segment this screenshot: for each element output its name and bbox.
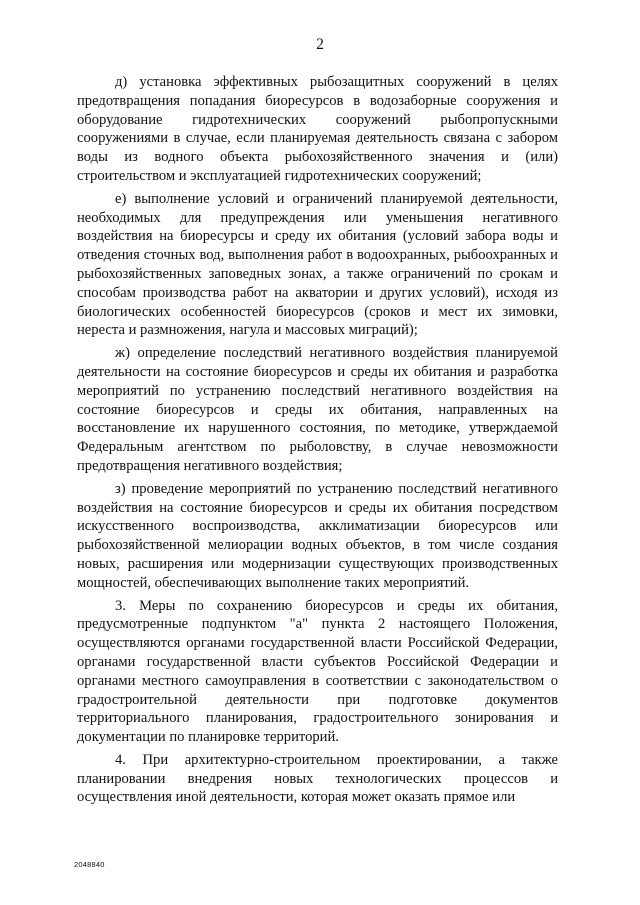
paragraph-z: з) проведение мероприятий по устранению последствий негативного воздействия на состояние биоресурсов и среды их обитания посредством искусственного воспроизводства, акклиматизации биоресурсов или рыбохозяйственной мелиорации водных объектов, в том числе создания новых, расширения или модернизации существующих производственных мощностей, обеспечивающих выполнение таких мероприятий. <box>77 480 558 591</box>
paragraph-3: 3. Меры по сохранению биоресурсов и среды их обитания, предусмотренные подпунктом "а" пункта 2 настоящего Положения, осуществляются органами государственной власти Российской Федерации, органами государственной власти субъектов Российской Федерации и органами местного самоуправления в соответствии с законодательством о градостроительной деятельности при подготовке документов территориального планирования, градостроительного зонирования и документации по планировке территорий. <box>77 597 558 746</box>
document-code: 2048840 <box>74 860 105 869</box>
paragraph-4: 4. При архитектурно-строительном проектировании, а также планировании внедрения новых технологических процессов и осуществления иной деятельности, которая может оказать прямое или <box>77 751 558 806</box>
paragraph-e: е) выполнение условий и ограничений планируемой деятельности, необходимых для предупреждения или уменьшения негативного воздействия на биоресурсы и среду их обитания (условий забора воды и отведения сточных вод, выполнения работ в водоохранных, рыбоохранных и рыбохозяйственных заповедных зонах, а также ограничений по срокам и способам производства работ на акватории и других условий), исходя из биологических особенностей биоресурсов (сроков и мест их зимовки, нереста и размножения, нагула и массовых миграций); <box>77 190 558 339</box>
paragraph-d: д) установка эффективных рыбозащитных сооружений в целях предотвращения попадания биоресурсов в водозаборные сооружения и оборудование гидротехнических сооружений рыбопропускными сооружениями в случае, если планируемая деятельность связана с забором воды из водного объекта рыбохозяйственного значения и (или) строительством и эксплуатацией гидротехнических сооружений; <box>77 74 558 184</box>
paragraph-zh: ж) определение последствий негативного воздействия планируемой деятельности на состояние биоресурсов и среды их обитания и разработка мероприятий по устранению последствий негативного воздействия на состояние биоресурсов и среды их обитания, направленных на восстановление их нарушенного состояния, по методике, утверждаемой Федеральным агентством по рыболовству, в случае невозможности предотвращения негативного воздействия; <box>77 345 558 474</box>
page-number: 2 <box>316 36 324 53</box>
document-body <box>77 73 558 807</box>
